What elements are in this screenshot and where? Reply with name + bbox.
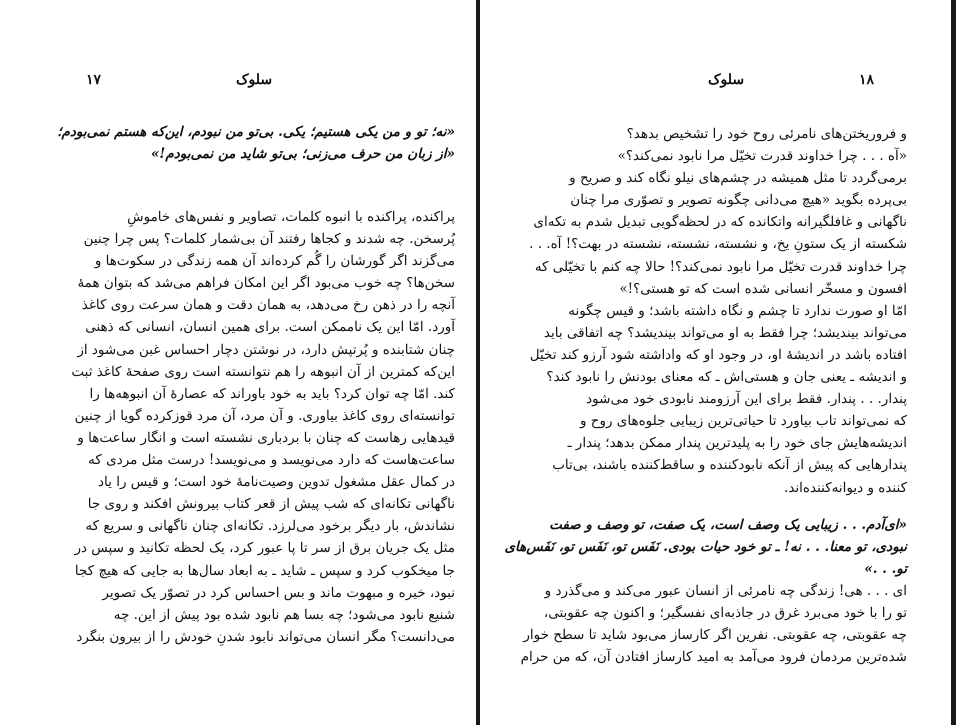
text-line: می‌تواند بیندیشد؛ چرا فقط به او می‌تواند بیندیشد؟ چه اتفاقی باید [543, 324, 907, 341]
text-line: این‌که کمترین از آن انبوهه را هم نتوانسته است روی صفحهٔ کاغذ ثبت [71, 363, 455, 380]
text-line: در کمال عقل مشغول تدوین وصیت‌نامهٔ خود است؛ و قیس را یاد [98, 474, 455, 491]
left-page [0, 0, 476, 725]
text-line: که نمی‌تواند تاب بیاورد تا حیاتی‌ترین زیبایی جلوه‌های روح و [579, 413, 907, 430]
text-line: مثل یک جریان برق از سر تا پا عبور کرد، یک لحظه تکانید و سپس در [74, 540, 455, 557]
text-line: و فروریختن‌های نامرئی روح خود را تشخیص بدهد؟ [626, 126, 907, 142]
epigraph [40, 121, 455, 165]
quote-line: «ای‌آدم. . . زیبایی یک وصف است، یک صفت، تو وصف و صفت [549, 517, 907, 533]
text-line: ای . . . هی! زندگی چه نامرئی از انسان عبور می‌کند و می‌گذرد و [544, 583, 907, 599]
text-line: تو را با خود می‌برد غرق در جاذبه‌ای نفسگیر؛ و اکنون چه عقوبتی، [543, 605, 907, 622]
text-line: نبود، خیره و مبهوت ماند و بس احساس کرد در تصوّر یک تصویر [102, 584, 455, 601]
text-line: چنان شتابنده و پُرتپش دارد، در نوشتن دچار احساس غبن می‌شود از [77, 341, 455, 358]
quote-line: تو. . .» [864, 561, 907, 578]
page-number: ١٨ [859, 72, 875, 88]
right-page [480, 0, 951, 725]
text-line: شنیع نابود می‌شود؛ چه بسا هم نابود شده بود پیش از این. چه [113, 606, 455, 623]
text-line: ساعت‌هاست که دارد می‌نویسد و می‌نویسد! درست مثل مردی که [88, 452, 455, 469]
text-line: پندار. . . پندار. فقط برای این آرزومند نابودی خود می‌شود [586, 391, 907, 408]
quote-line: نبودی، تو معنا. . . نه! ـ تو خود حیات بودی. نَفَس تو، نَفَس تو، نَفَس‌های [504, 539, 907, 556]
text-line: افسون و مسخّر انسانی شده است که تو هستی؟!» [619, 280, 907, 297]
text-line: سخن‌ها؟ چه خوب می‌بود اگر این امکان فراهم می‌شد که بتوان همهٔ [77, 275, 455, 292]
text-line: برمی‌گردد تا مثل همیشه در چشم‌های نیلو نگاه کند و صریح و [569, 170, 907, 187]
text-line: می‌گزند اگر گورشان را گُم کرده‌اند آن همه زندگی در سکوت‌ها و [94, 253, 455, 270]
text-line: نشاندش، بار دیگر برخود می‌لرزد. تکانه‌ای چنان ناگهانی و سریع که [85, 518, 455, 535]
text-line: «آه . . . چرا خداوند قدرت تخیّل مرا نابود نمی‌کند؟» [617, 148, 907, 165]
running-head: سلوک [236, 72, 273, 88]
text-line: جا میخکوب کرد و سپس ـ شاید ـ به ابعاد سال‌ها به جایی که هیچ کجا [74, 562, 455, 579]
text-line: چرا خداوند قدرت تخیّل مرا نابود نمی‌کند؟! حالا چه کنم با تخیّلی که [534, 258, 907, 275]
text-line: می‌دانست؟ مگر انسان می‌تواند نابود شدنِ خودش را از بیرون بنگرد [76, 628, 455, 645]
quote-block [504, 514, 907, 580]
text-line: و اندیشه ـ یعنی جان و هستی‌اش ـ که معنای بودنش را نابود کند؟ [546, 369, 907, 386]
text-line: پندارهایی که پیش از آنکه نابودکننده و ساقط‌کننده باشند، بی‌تاب [552, 457, 907, 474]
page-number: ١٧ [86, 72, 102, 88]
text-line: پُرسخن. چه شدند و کجاها رفتند آن بی‌شمار کلمات؟ پس چرا چنین [83, 231, 455, 248]
text-line: ناگهانی تکانه‌ای که شب پیش از قعر کتاب بیرونش افکند و روی جا [87, 496, 455, 513]
text-line: کند. امّا چه توان کرد؟ باید به خود باوراند که عصارهٔ آن انبوهه‌ها را [89, 385, 455, 402]
text-line: آورد. امّا این یک ناممکن است. برای همین انسان، انسانی که ذهنی [85, 319, 455, 336]
page-edge [951, 0, 956, 725]
epigraph-line: «نه؛ تو و من یکی هستیم؛ یکی. بی‌تو من نبودم، این‌که هستم نمی‌بودم؛ [57, 124, 455, 140]
running-head: سلوک [708, 72, 745, 88]
body-text [520, 580, 907, 668]
text-line: آنچه را در ذهن رخ می‌دهد، به همان دقت و همان سرعت روی کاغذ [81, 297, 455, 314]
text-line: اندیشه‌هایش جای خود را به پلیدترین پندار ممکن بدهد؛ پندار ـ [567, 435, 907, 452]
body-text [40, 206, 455, 648]
body-text [529, 123, 907, 499]
epigraph-line: «از زبان من حرف می‌زنی؛ بی‌تو شاید من نمی‌بودم!» [150, 146, 455, 163]
text-line: پراکنده، پراکنده با انبوه کلمات، تصاویر و نفس‌های خاموشِ [127, 209, 455, 225]
text-line: امّا او صورت ندارد تا چشم و نگاه داشته باشد؛ و قیس چگونه [568, 302, 907, 319]
text-line: بی‌پرده بگوید «هیچ می‌دانی چگونه تصویر و تصوّری مرا چنان [570, 192, 907, 209]
text-line: کننده و دیوانه‌کننده‌اند. [784, 479, 907, 496]
text-line: شده‌ترین مردمان فرود می‌آمد به امید کارساز افتادن آن، که من حرام [520, 649, 907, 666]
text-line: چه عقوبتی، چه عقوبتی. نفرین اگر کارساز می‌بود شاید تا سطح خوار [523, 627, 907, 644]
text-line: ناگهانی و غافلگیرانه واتکانده که در لحظه‌گویی تبدیل شدم به تکه‌ای [533, 214, 907, 231]
text-line: شکسته از یک ستونِ یخ، و نشسته، نشسته، نشسته در بهت؟! آه. . . [529, 236, 907, 253]
text-line: توانسته‌ای روی کاغذ بیاوری. و آن مرد، آن مرد قوزکرده گویا از چنین [74, 407, 455, 424]
text-line: قیدهایی رهاست که چنان با بردباری نشسته است و انگار ساعت‌ها و [77, 429, 455, 446]
text-line: افتاده باشد در اندیشهٔ او، در وجود او که واداشته شود آرزو کند تخیّل [529, 346, 907, 363]
